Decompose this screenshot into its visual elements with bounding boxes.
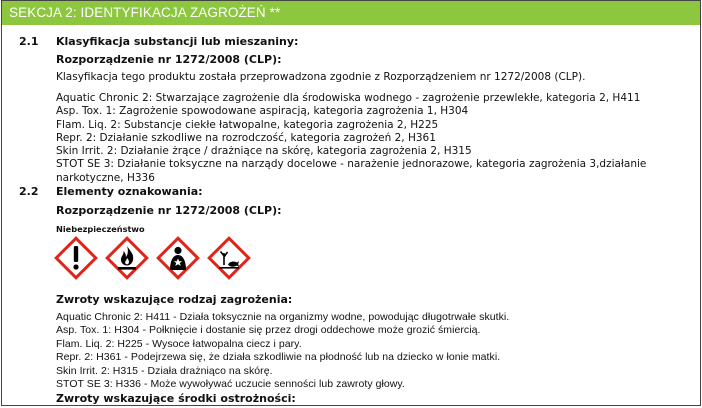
- flame-icon: [105, 236, 149, 280]
- hazard-statements-list: [56, 311, 688, 391]
- hazard-statement: Repr. 2: H361 - Podejrzewa się, że działa szkodliwie na płodność lub na dziecko w łonie matki.: [56, 351, 501, 364]
- environment-icon: [207, 236, 251, 280]
- classification-item: Aquatic Chronic 2: Stwarzające zagrożenie dla środowiska wodnego - zagrożenie przewlekłe, kategoria 2, H411: [56, 92, 641, 104]
- precautionary-statements-heading: Zwroty wskazujące środki ostrożności:: [56, 392, 296, 405]
- health-hazard-icon: [156, 236, 200, 280]
- subsection-number-2-2: 2.2: [19, 185, 39, 198]
- regulation-heading-2-1: Rozporządzenie nr 1272/2008 (CLP):: [56, 53, 282, 66]
- classification-item: Skin Irrit. 2: Działanie żrące / drażniące na skórę, kategoria zagrożenia 2, H315: [56, 145, 472, 158]
- section-banner: SEKCJA 2: IDENTYFIKACJA ZAGROŻEŃ **: [2, 1, 700, 25]
- subsection-heading-2-1: Klasyfikacja substancji lub mieszaniny:: [56, 35, 299, 48]
- hazard-statement: Flam. Liq. 2: H225 - Wysoce łatwopalna ciecz i pary.: [56, 337, 302, 350]
- subsection-heading-2-2: Elementy oznakowania:: [56, 185, 203, 198]
- classification-list: [56, 92, 688, 185]
- subsection-number-2-1: 2.1: [19, 35, 39, 48]
- classification-item: Repr. 2: Działanie szkodliwe na rozrodczość, kategoria zagrożeń 2, H361: [56, 131, 436, 144]
- regulation-heading-2-2: Rozporządzenie nr 1272/2008 (CLP):: [56, 204, 282, 217]
- hazard-statement: Asp. Tox. 1: H304 - Połknięcie i dostanie się przez drogi oddechowe może grozić śmiercią.: [56, 324, 481, 337]
- safety-data-sheet-section: [1, 0, 701, 406]
- signal-word: Niebezpieczeństwo: [56, 224, 145, 234]
- classification-intro: Klasyfikacja tego produktu została przeprowadzona zgodnie z Rozporządzeniem nr 1272/2008 (CLP).: [56, 71, 586, 83]
- classification-item: STOT SE 3: Działanie toksyczne na narządy docelowe - narażenie jednorazowe, kategoria zagrożenia 3,działanie narkotyczne, H336: [56, 158, 647, 184]
- hazard-statement: STOT SE 3: H336 - Może wywoływać uczucie senności lub zawroty głowy.: [56, 378, 405, 391]
- classification-item: Asp. Tox. 1: Zagrożenie spowodowane aspiracją, kategoria zagrożenia 1, H304: [56, 105, 469, 118]
- hazard-statement: Aquatic Chronic 2: H411 - Działa toksycznie na organizmy wodne, powodując długotrwałe skutki.: [56, 311, 510, 323]
- hazard-statement: Skin Irrit. 2: H315 - Działa drażniąco na skórę.: [56, 364, 273, 377]
- exclamation-mark-icon: [54, 236, 98, 280]
- classification-item: Flam. Liq. 2: Substancje ciekłe łatwopalne, kategoria zagrożenia 2, H225: [56, 118, 439, 131]
- hazard-statements-heading: Zwroty wskazujące rodzaj zagrożenia:: [56, 293, 293, 306]
